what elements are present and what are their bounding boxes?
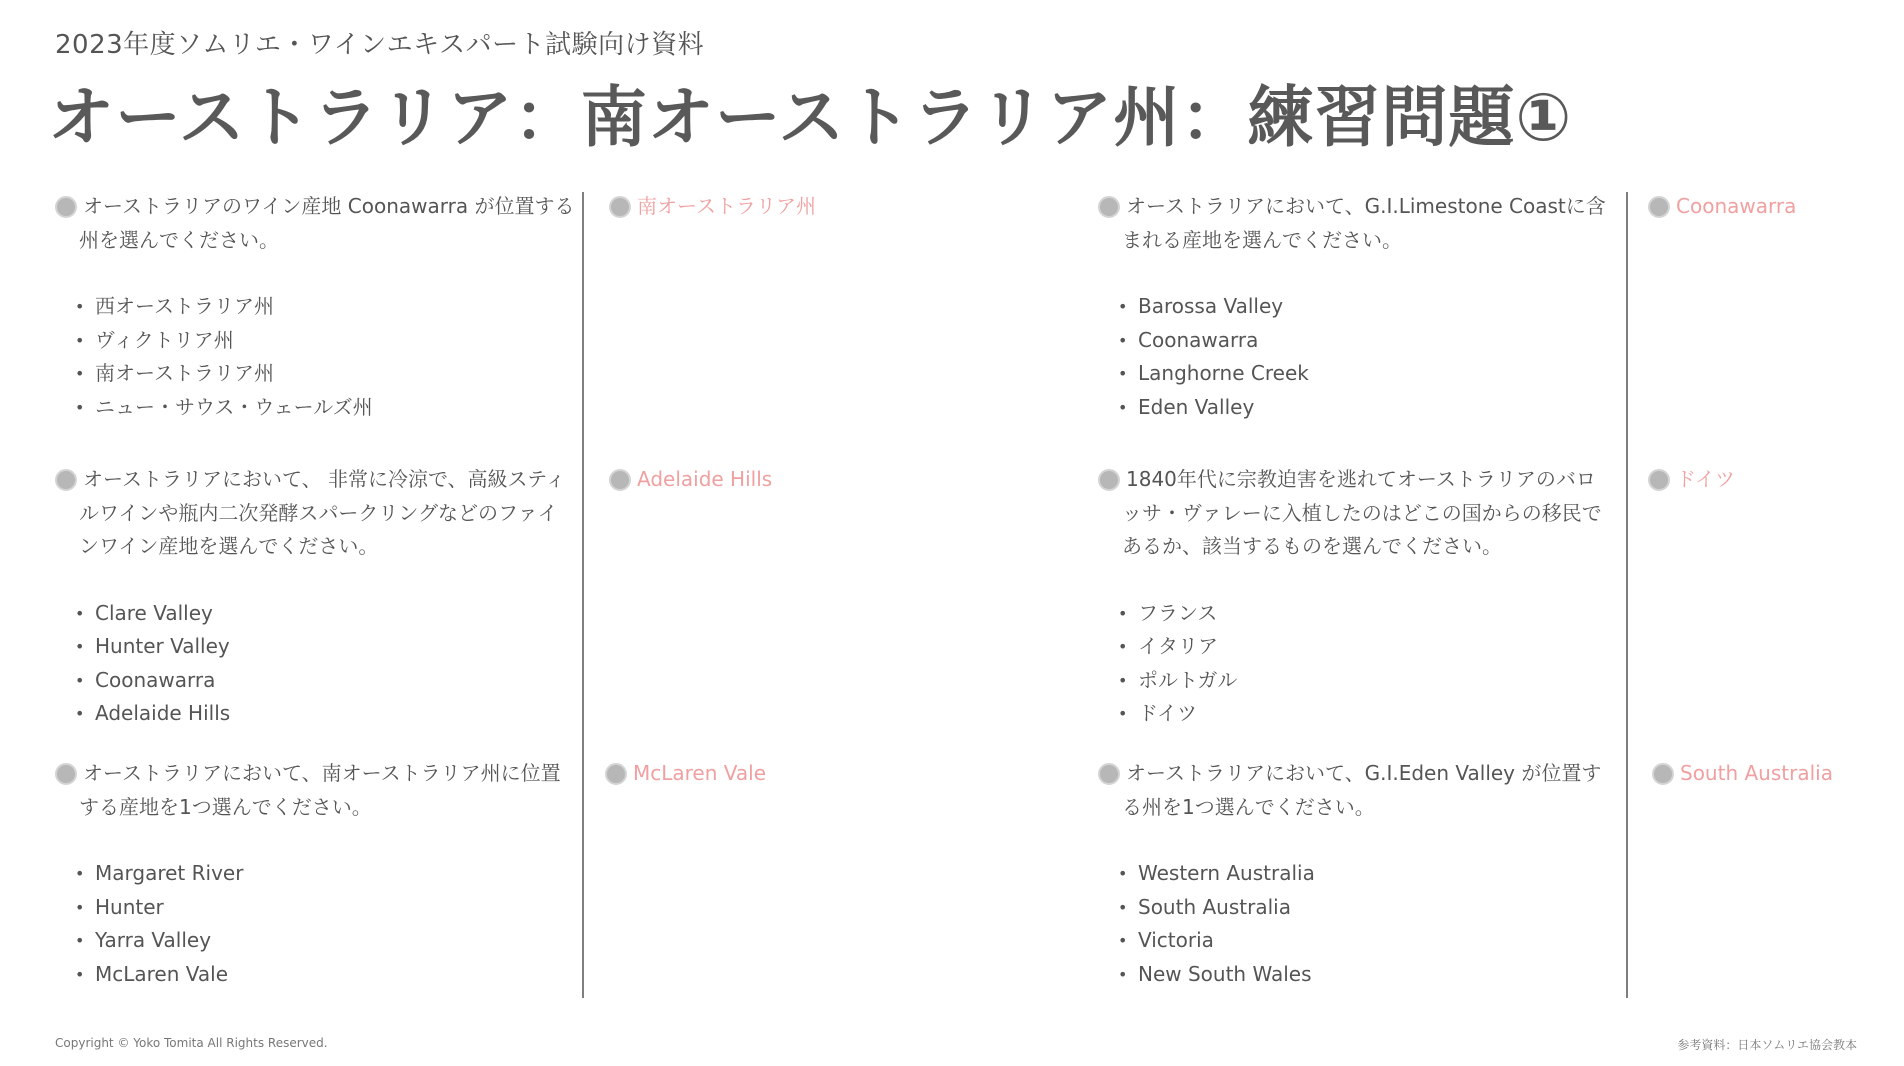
answer-text: ドイツ (1676, 467, 1735, 491)
option-item: • Western Australia (1118, 857, 1613, 891)
question-text: 1840年代に宗教迫害を逃れてオーストラリアのバロッサ・ヴァレーに入植したのはどこの国からの移民であるか、該当するものを選んでください。 (1122, 467, 1602, 558)
bullet-dot-icon (1098, 763, 1120, 785)
options-list (1098, 857, 1613, 991)
option-item: • イタリア (1118, 630, 1613, 664)
bullet-dot-icon (55, 196, 77, 218)
option-item: • Yarra Valley (75, 924, 575, 958)
answer-1 (609, 190, 837, 224)
options-list (55, 597, 575, 731)
answer-6 (1652, 757, 1833, 791)
bullet-dot-icon (1098, 196, 1120, 218)
copyright-text: Copyright © Yoko Tomita All Rights Reserved. (55, 1036, 328, 1050)
bullet-dot-icon (55, 763, 77, 785)
answer-3 (609, 463, 772, 497)
bullet-dot-icon (605, 763, 627, 785)
option-item: • Adelaide Hills (75, 697, 575, 731)
page-subtitle: 2023年度ソムリエ・ワインエキスパート試験向け資料 (55, 30, 705, 60)
option-item: • Victoria (1118, 924, 1613, 958)
options-list (55, 857, 575, 991)
option-item: • McLaren Vale (75, 958, 575, 992)
option-item: • 南オーストラリア州 (75, 357, 575, 391)
option-item: • Eden Valley (1118, 391, 1613, 425)
reference-text: 参考資料：日本ソムリエ協会教本 (1677, 1038, 1857, 1052)
bullet-dot-icon (55, 469, 77, 491)
option-item: • Hunter (75, 891, 575, 925)
question-text: オーストラリアのワイン産地 Coonawarra が位置する州を選んでください。 (79, 194, 575, 252)
answer-text: Coonawarra (1676, 194, 1797, 218)
answer-text: South Australia (1680, 761, 1833, 785)
option-item: • ヴィクトリア州 (75, 324, 575, 358)
answer-2 (1648, 190, 1796, 224)
answer-text: Adelaide Hills (637, 467, 773, 491)
bullet-dot-icon (1648, 469, 1670, 491)
options-list (55, 290, 575, 424)
question-6 (1098, 757, 1613, 991)
options-list (1098, 597, 1613, 731)
question-2 (1098, 190, 1613, 424)
option-item: • ポルトガル (1118, 664, 1613, 698)
question-3 (55, 463, 575, 731)
option-item: • フランス (1118, 597, 1613, 631)
option-item: • ニュー・サウス・ウェールズ州 (75, 391, 575, 425)
question-text: オーストラリアにおいて、南オーストラリア州に位置する産地を1つ選んでください。 (79, 761, 561, 819)
option-item: • ドイツ (1118, 697, 1613, 731)
option-item: • Barossa Valley (1118, 290, 1613, 324)
bullet-dot-icon (1652, 763, 1674, 785)
answer-text: 南オーストラリア州 (637, 194, 816, 218)
question-1 (55, 190, 575, 424)
column-divider-right (1626, 192, 1628, 998)
option-item: • Coonawarra (1118, 324, 1613, 358)
option-item: • Coonawarra (75, 664, 575, 698)
option-item: • Margaret River (75, 857, 575, 891)
option-item: • Clare Valley (75, 597, 575, 631)
option-item: • Hunter Valley (75, 630, 575, 664)
answer-5 (605, 757, 766, 791)
options-list (1098, 290, 1613, 424)
question-4 (1098, 463, 1613, 731)
option-item: • Langhorne Creek (1118, 357, 1613, 391)
question-text: オーストラリアにおいて、G.I.Eden Valley が位置する州を1つ選んでください。 (1122, 761, 1602, 819)
answer-4 (1648, 463, 1735, 497)
bullet-dot-icon (1098, 469, 1120, 491)
bullet-dot-icon (1648, 196, 1670, 218)
option-item: • South Australia (1118, 891, 1613, 925)
bullet-dot-icon (609, 196, 631, 218)
option-item: • 西オーストラリア州 (75, 290, 575, 324)
answer-text: McLaren Vale (633, 761, 767, 785)
column-divider-left (582, 192, 584, 998)
page-title: オーストラリア：南オーストラリア州：練習問題① (48, 79, 1573, 156)
bullet-dot-icon (609, 469, 631, 491)
option-item: • New South Wales (1118, 958, 1613, 992)
question-5 (55, 757, 575, 991)
question-text: オーストラリアにおいて、 非常に冷涼で、高級スティルワインや瓶内二次発酵スパークリングなどのファインワイン産地を選んでください。 (79, 467, 566, 558)
question-text: オーストラリアにおいて、G.I.Limestone Coastに含まれる産地を選んでください。 (1122, 194, 1606, 252)
